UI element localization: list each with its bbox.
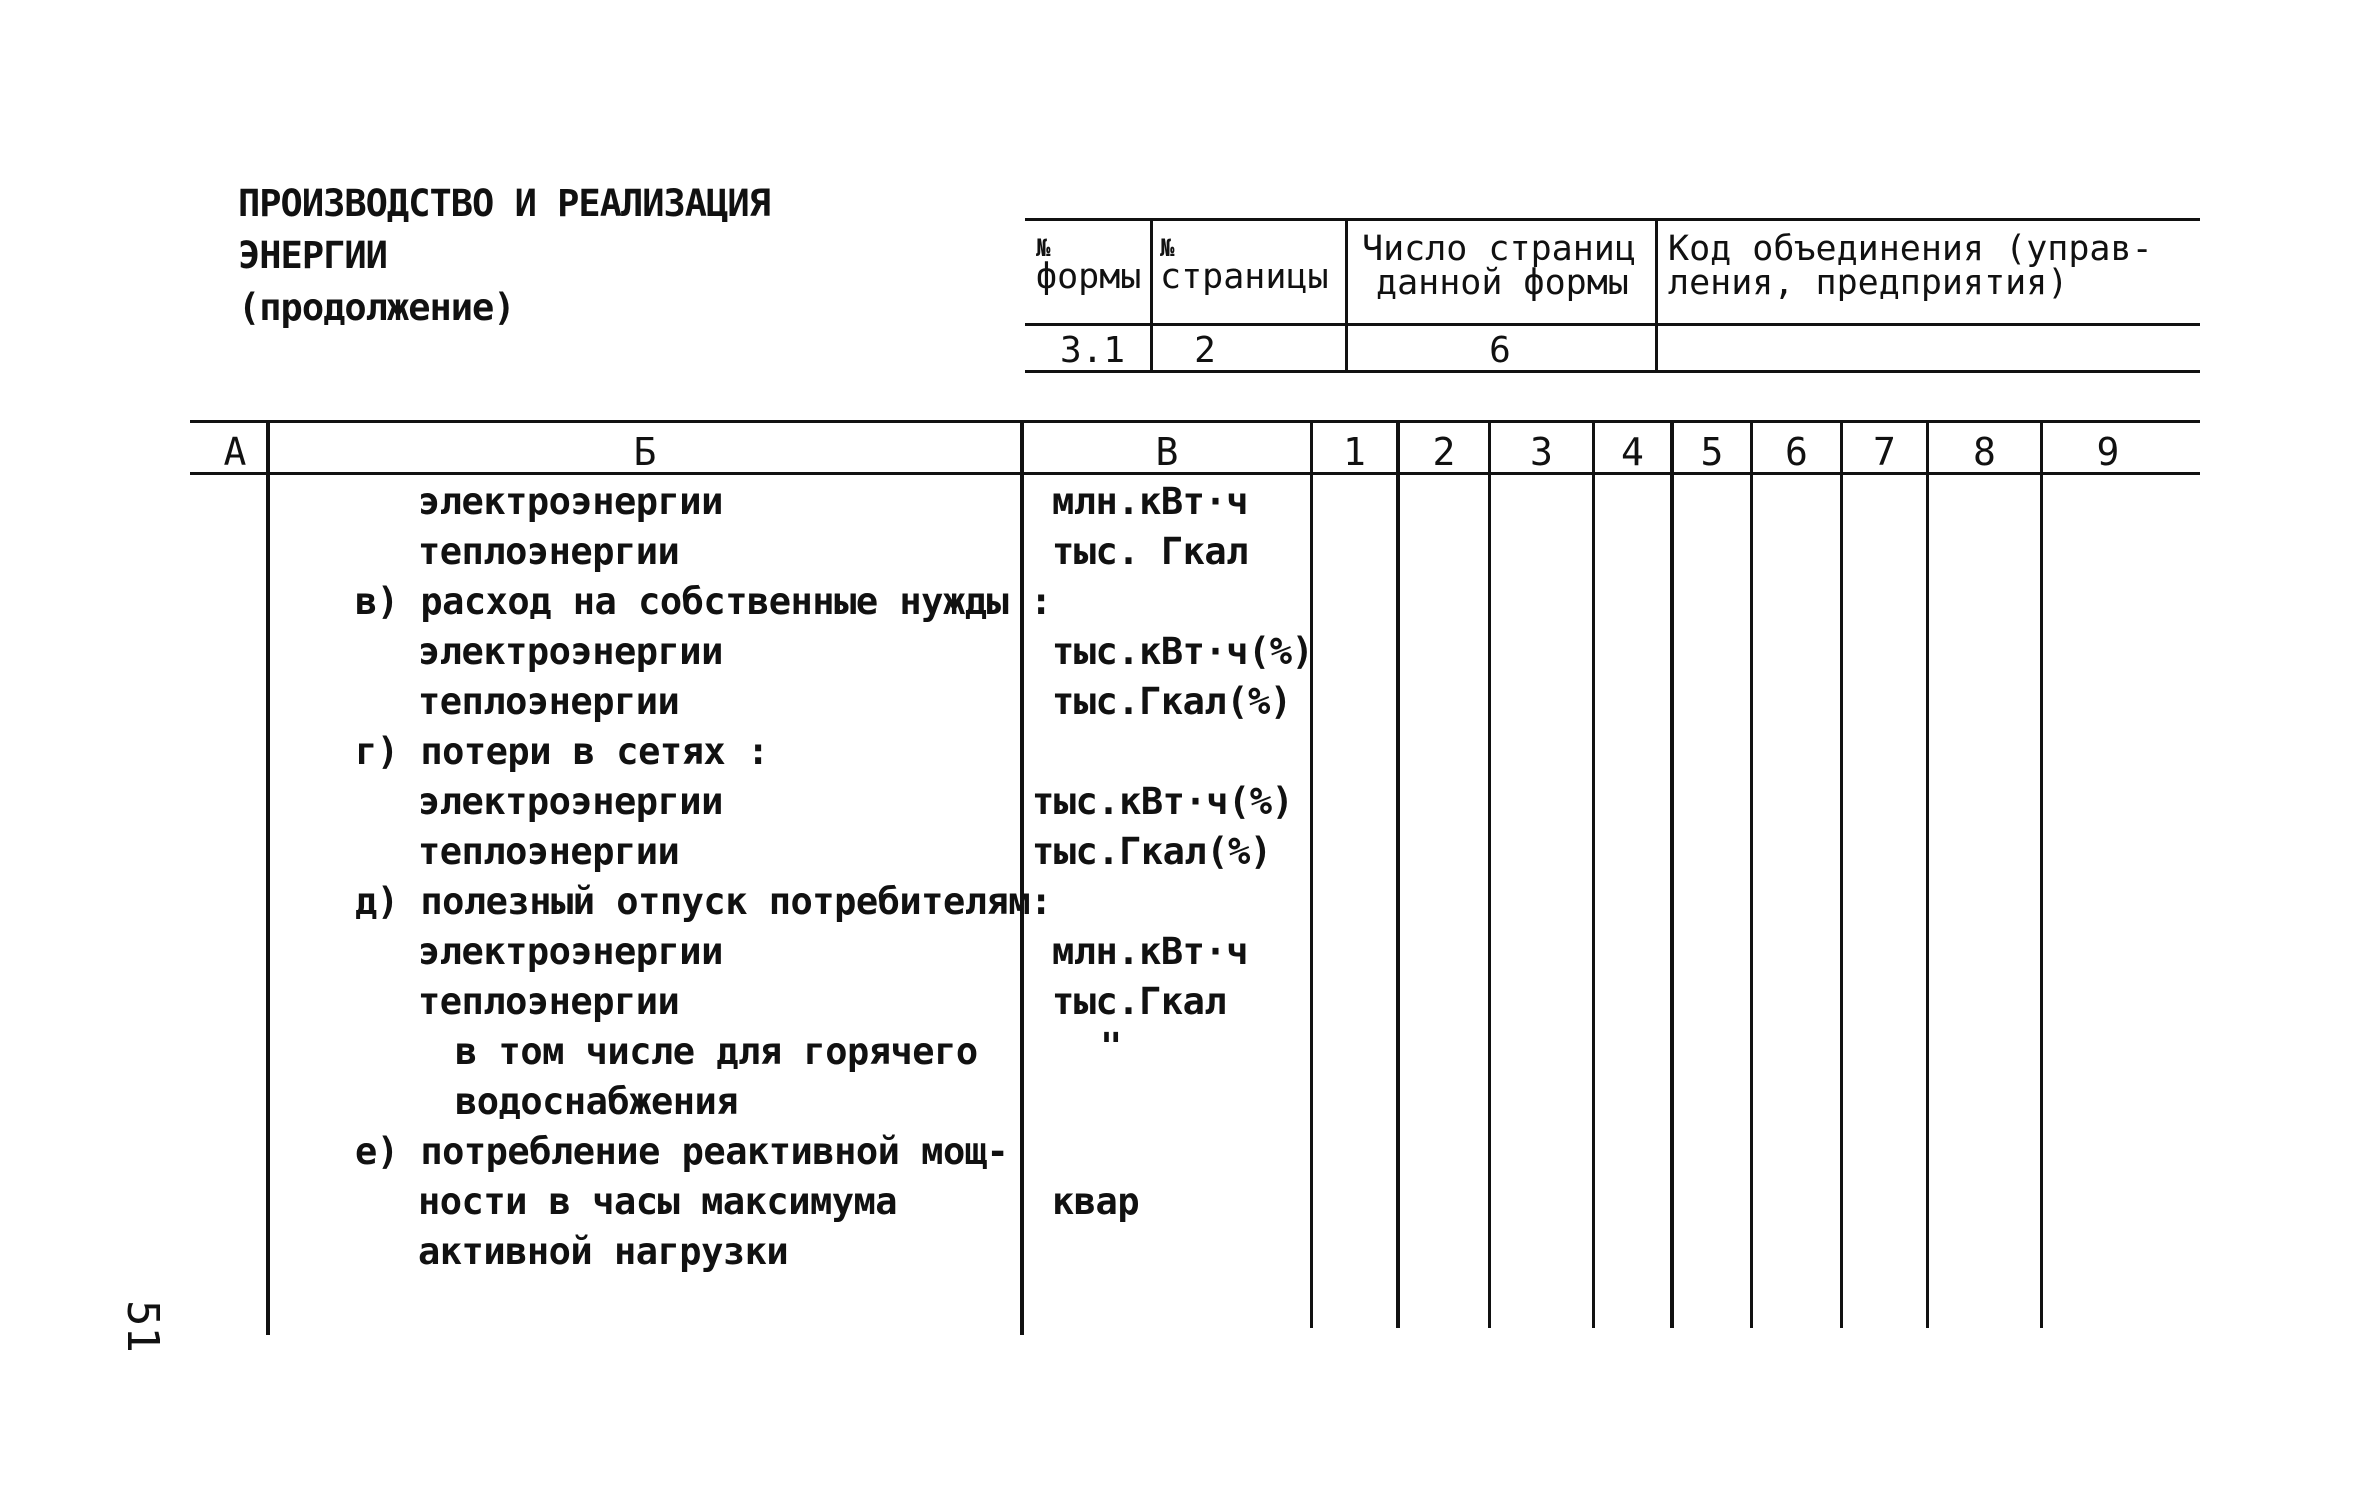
unit-code-header	[1668, 229, 2153, 303]
form-number-label: формы	[1036, 257, 1142, 297]
row-unit: тыс.Гкал(%)	[1052, 680, 1292, 723]
page-count-header	[1362, 229, 1636, 303]
form-number-value: 3.1	[1059, 330, 1126, 371]
row-unit: "	[1100, 1025, 1122, 1068]
row-unit: тыс.Гкал	[1052, 980, 1227, 1023]
column-header-b: Б	[633, 430, 657, 474]
row-unit: тыс.кВт·ч(%)	[1052, 630, 1314, 673]
column-divider-1	[1396, 420, 1400, 1328]
row-unit: квар	[1052, 1180, 1140, 1223]
row-label: в) расход на собственные нужды :	[355, 580, 1052, 623]
row-label: теплоэнергии	[418, 530, 680, 573]
row-label: электроэнергии	[418, 480, 723, 523]
row-label: электроэнергии	[418, 630, 723, 673]
page-count-line-1: Число страниц	[1362, 229, 1636, 269]
row-label: водоснабжения	[455, 1080, 739, 1123]
title-line-2: ЭНЕРГИИ	[238, 234, 387, 277]
row-unit: тыс. Гкал	[1052, 530, 1248, 573]
column-divider-4	[1670, 420, 1674, 1328]
row-label: теплоэнергии	[418, 680, 680, 723]
column-divider-5	[1750, 420, 1753, 1328]
header-divider-3	[1655, 218, 1658, 373]
column-header-3: 3	[1530, 430, 1553, 474]
title-line-1: ПРОИЗВОДСТВО И РЕАЛИЗАЦИЯ	[238, 182, 770, 225]
column-header-7: 7	[1873, 430, 1896, 474]
header-mid-rule	[1025, 323, 2200, 326]
column-divider-2	[1488, 420, 1491, 1328]
page-number-value: 2	[1194, 330, 1216, 371]
row-unit: тыс.кВт·ч(%)	[1032, 780, 1294, 823]
column-header-c: В	[1155, 430, 1179, 474]
column-header-8: 8	[1973, 430, 1996, 474]
column-divider-b	[1020, 420, 1024, 1335]
row-label: г) потери в сетях :	[355, 730, 769, 773]
row-label: теплоэнергии	[418, 830, 680, 873]
page-count-line-2: данной формы	[1376, 263, 1629, 303]
form-number-symbol: №	[1036, 234, 1051, 262]
page-count-value: 6	[1489, 330, 1511, 371]
row-label: д) полезный отпуск потребителям:	[355, 880, 1052, 923]
column-header-4: 4	[1621, 430, 1644, 474]
column-divider-8	[2040, 420, 2043, 1328]
column-divider-c	[1310, 420, 1313, 1328]
row-label: электроэнергии	[418, 930, 723, 973]
column-divider-3	[1592, 420, 1595, 1328]
title-line-3: (продолжение)	[238, 286, 515, 329]
column-divider-a	[266, 420, 270, 1335]
row-label: в том числе для горячего	[455, 1030, 978, 1073]
column-divider-6	[1840, 420, 1843, 1328]
header-top-rule	[1025, 218, 2200, 221]
form-number-header	[1036, 234, 1142, 297]
column-header-2: 2	[1432, 430, 1456, 474]
column-divider-7	[1926, 420, 1929, 1328]
row-unit: млн.кВт·ч	[1052, 930, 1248, 973]
table-top-rule	[190, 420, 2200, 423]
unit-code-line-1: Код объединения (управ-	[1668, 229, 2153, 269]
column-header-5: 5	[1700, 430, 1724, 474]
page-number-header	[1160, 234, 1329, 297]
page-number-symbol: №	[1160, 234, 1175, 262]
page-number-label: страницы	[1160, 257, 1329, 297]
unit-code-line-2: ления, предприятия)	[1668, 263, 2069, 303]
row-label: е) потребление реактивной мощ-	[355, 1130, 1009, 1173]
row-label: электроэнергии	[418, 780, 723, 823]
row-label: теплоэнергии	[418, 980, 680, 1023]
column-header-a: А	[223, 430, 247, 474]
column-header-9: 9	[2096, 430, 2120, 474]
row-label: активной нагрузки	[418, 1230, 789, 1273]
row-label: ности в часы максимума	[418, 1180, 898, 1223]
column-header-1: 1	[1343, 430, 1366, 474]
row-unit: млн.кВт·ч	[1052, 480, 1248, 523]
document-title	[238, 178, 770, 334]
column-header-6: 6	[1785, 430, 1808, 474]
row-unit: тыс.Гкал(%)	[1032, 830, 1272, 873]
page-number: 51	[117, 1300, 168, 1353]
